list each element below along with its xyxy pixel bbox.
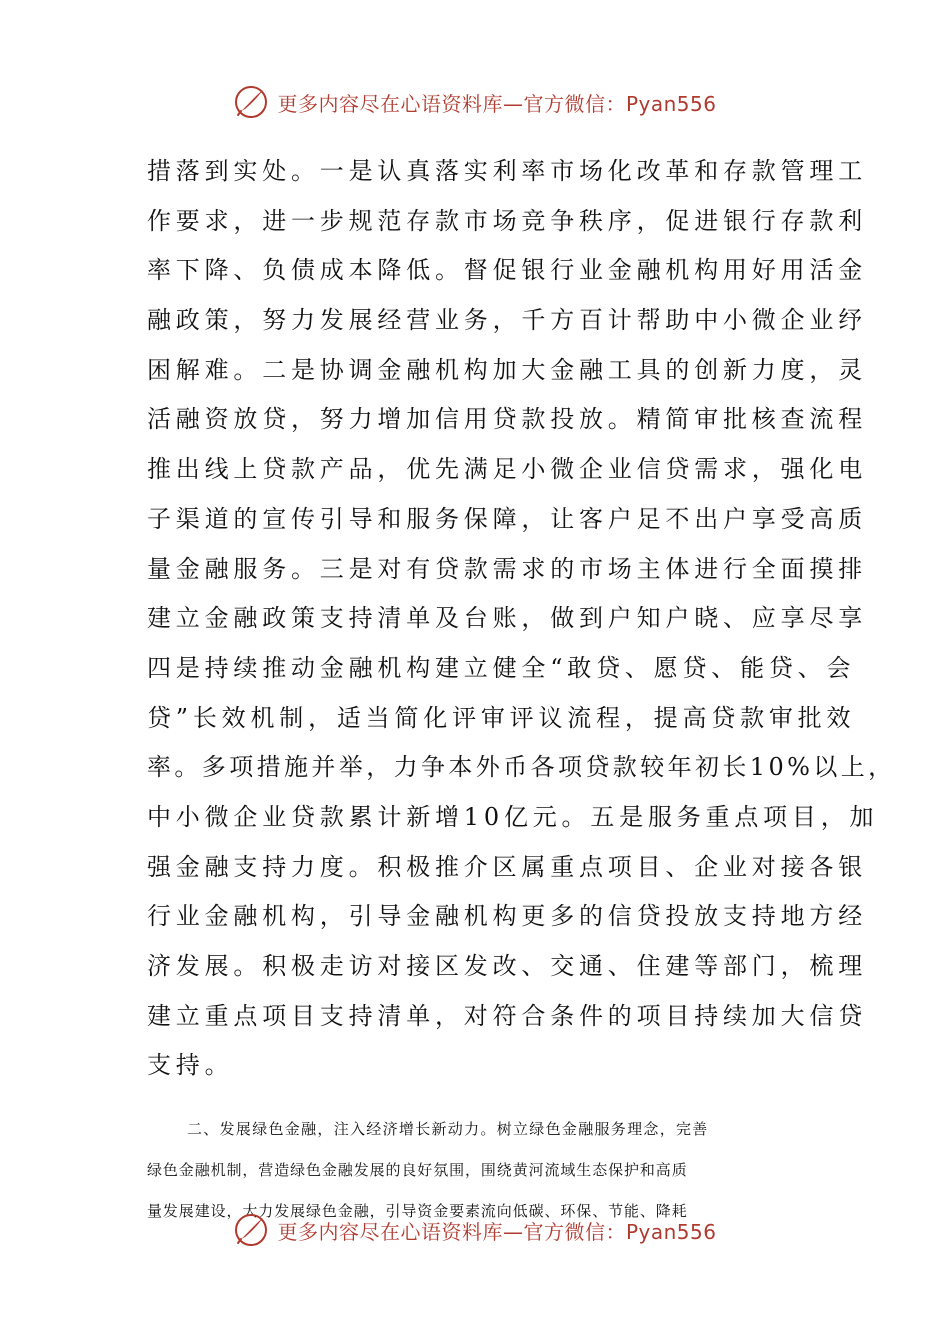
text-line: 绿色金融机制，营造绿色金融发展的良好氛围，围绕黄河流域生态保护和高质 <box>147 1161 688 1179</box>
header-banner-text: 更多内容尽在心语资料库—官方微信：Pyan556 <box>277 91 717 116</box>
text-line: 济发展。积极走访对接区发改、交通、住建等部门，梳理 <box>147 952 867 980</box>
text-line: 融政策，努力发展经营业务，千方百计帮助中小微企业纾 <box>147 306 867 335</box>
text-line: 活融资放贷，努力增加信用贷款投放。精简审批核查流程 <box>147 405 867 434</box>
text-line: 二、发展绿色金融，注入经济增长新动力。树立绿色金融服务理念，完善 <box>187 1120 709 1138</box>
footer-banner <box>0 1208 950 1252</box>
text-line: 子渠道的宣传引导和服务保障，让客户足不出户享受高质 <box>147 504 867 533</box>
text-line: 中小微企业贷款累计新增10亿元。五是服务重点项目，加 <box>147 802 879 831</box>
quill-pen-logo-icon <box>233 84 269 120</box>
header-banner <box>0 80 950 124</box>
text-line: 四是持续推动金融机构建立健全“敢贷、愿贷、能贷、会 <box>147 653 856 682</box>
text-line: 作要求，进一步规范存款市场竞争秩序，促进银行存款利 <box>147 206 867 235</box>
text-line: 建立重点项目支持清单，对符合条件的项目持续加大信贷 <box>147 1001 867 1030</box>
text-line: 行业金融机构，引导金融机构更多的信贷投放支持地方经 <box>147 902 867 931</box>
text-line: 强金融支持力度。积极推介区属重点项目、企业对接各银 <box>147 852 867 881</box>
text-line: 率。多项措施并举，力争本外币各项贷款较年初长10%以上， <box>147 753 896 782</box>
text-line: 推出线上贷款产品，优先满足小微企业信贷需求，强化电 <box>147 455 867 484</box>
quill-pen-logo-icon <box>233 1212 269 1248</box>
text-line: 率下降、负债成本降低。督促银行业金融机构用好用活金 <box>147 256 867 285</box>
text-line: 支持。 <box>147 1051 234 1080</box>
main-paragraph <box>147 147 896 1091</box>
text-line: 贷”长效机制，适当简化评审评议流程，提高贷款审批效 <box>147 703 856 732</box>
footer-banner-text: 更多内容尽在心语资料库—官方微信：Pyan556 <box>277 1219 717 1244</box>
text-line: 建立金融政策支持清单及台账，做到户知户晓、应享尽享 <box>147 604 867 633</box>
text-line: 量发展建设，大力发展绿色金融，引导资金要素流向低碳、环保、节能、降耗 <box>147 1202 688 1220</box>
text-line: 措落到实处。一是认真落实利率市场化改革和存款管理工 <box>147 157 867 185</box>
text-line: 量金融服务。三是对有贷款需求的市场主体进行全面摸排 <box>147 554 867 583</box>
text-line: 困解难。二是协调金融机构加大金融工具的创新力度，灵 <box>147 355 867 384</box>
